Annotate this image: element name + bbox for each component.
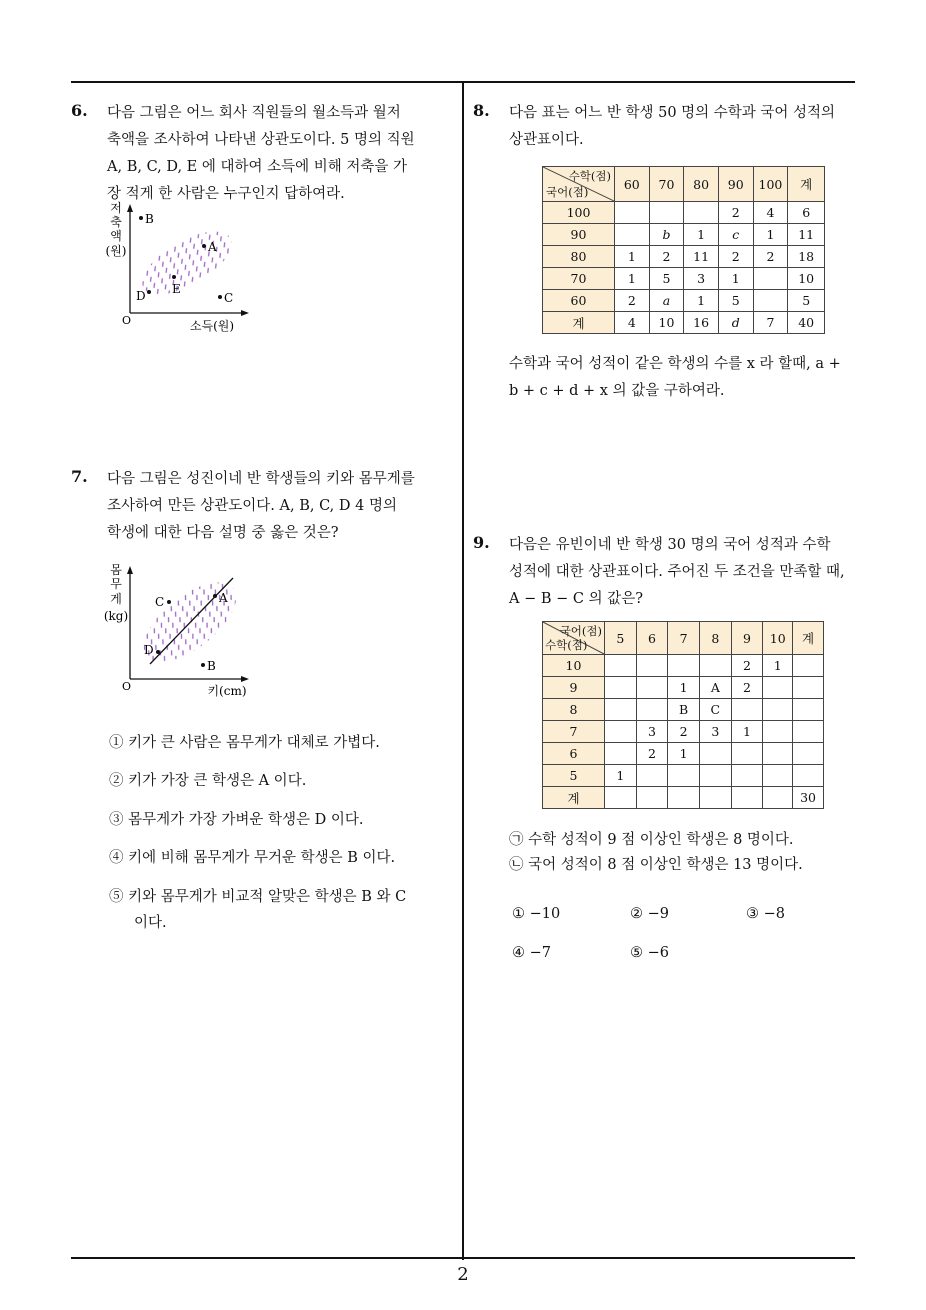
choice-5[interactable]: ⑤ −6 <box>630 945 669 961</box>
table-cell: 30 <box>793 787 824 809</box>
point-C <box>167 600 171 604</box>
row-header: 10 <box>543 655 605 677</box>
row-header: 계 <box>543 312 615 334</box>
text-line: 축액을 조사하여 나타낸 상관도이다. 5 명의 직원 <box>107 132 415 148</box>
point-label: D <box>136 289 146 303</box>
table-cell <box>605 677 637 699</box>
table-cell <box>699 765 731 787</box>
table-cell: C <box>699 699 731 721</box>
table-cell <box>753 268 788 290</box>
table-cell: 1 <box>605 765 637 787</box>
table-cell <box>763 765 793 787</box>
table-cell: 2 <box>718 246 753 268</box>
column-header: 7 <box>668 622 700 655</box>
text-line: 다음 표는 어느 반 학생 50 명의 수학과 국어 성적의 <box>509 105 836 121</box>
column-divider <box>462 82 464 1260</box>
choice-5[interactable]: ⑤ 키와 몸무게가 비교적 알맞은 학생은 B 와 C <box>109 889 407 905</box>
table-cell <box>605 699 637 721</box>
table-cell <box>793 677 824 699</box>
table-cell: 1 <box>718 268 753 290</box>
column-header: 8 <box>699 622 731 655</box>
table-row <box>543 699 824 721</box>
choice-3[interactable]: ③ 몸무게가 가장 가벼운 학생은 D 이다. <box>109 812 364 828</box>
question-text <box>107 466 457 547</box>
choice-4[interactable]: ④ −7 <box>512 945 551 961</box>
column-variable-label: 수학(점) <box>568 169 611 183</box>
column-header: 6 <box>636 622 668 655</box>
correlation-table-q9 <box>542 621 824 809</box>
choice-1[interactable]: ① 키가 큰 사람은 몸무게가 대체로 가볍다. <box>109 735 380 751</box>
choice-2[interactable]: ② 키가 가장 큰 학생은 A 이다. <box>109 773 307 789</box>
table-cell: 2 <box>731 655 763 677</box>
point-B <box>201 663 205 667</box>
point-D <box>156 650 160 654</box>
table-cell <box>615 202 650 224</box>
question-followup <box>509 351 859 405</box>
table-cell: 1 <box>731 721 763 743</box>
table-cell <box>793 655 824 677</box>
bottom-rule <box>71 1257 855 1259</box>
table-cell <box>763 677 793 699</box>
column-variable-label: 국어(점) <box>559 624 602 638</box>
table-cell: 3 <box>636 721 668 743</box>
table-cell: a <box>649 290 684 312</box>
column-header: 계 <box>788 167 825 202</box>
table-cell: 5 <box>718 290 753 312</box>
text-line: 수학과 국어 성적이 같은 학생의 수를 x 라 할때, a + <box>509 356 841 372</box>
text-line: 다음 그림은 성진이네 반 학생들의 키와 몸무게를 <box>107 471 415 487</box>
table-row <box>543 655 824 677</box>
table-cell <box>668 655 700 677</box>
point-label: B <box>145 212 154 226</box>
text-line: 조사하여 만든 상관도이다. A, B, C, D 4 명의 <box>107 498 397 514</box>
point-label: B <box>207 659 216 673</box>
row-header: 8 <box>543 699 605 721</box>
table-cell <box>668 765 700 787</box>
table-cell: A <box>699 677 731 699</box>
text-line: 다음은 유빈이네 반 학생 30 명의 국어 성적과 수학 <box>509 537 831 553</box>
table-cell <box>605 655 637 677</box>
question-number: 8. <box>473 101 490 120</box>
table-cell: 1 <box>753 224 788 246</box>
table-cell: 6 <box>788 202 825 224</box>
y-axis-label-char: 축 <box>110 215 122 229</box>
corner-cell <box>543 167 615 202</box>
row-variable-label: 국어(점) <box>546 185 589 199</box>
table-cell <box>763 787 793 809</box>
table-cell: 1 <box>615 246 650 268</box>
table-cell <box>605 787 637 809</box>
table-cell <box>731 699 763 721</box>
table-cell <box>763 743 793 765</box>
table-cell: 2 <box>731 677 763 699</box>
choice-2[interactable]: ② −9 <box>630 906 669 922</box>
table-cell <box>793 721 824 743</box>
choice-4[interactable]: ④ 키에 비해 몸무게가 무거운 학생은 B 이다. <box>109 850 396 866</box>
table-cell: 3 <box>699 721 731 743</box>
table-cell <box>699 743 731 765</box>
y-axis-label-char: 게 <box>110 592 122 606</box>
table-cell <box>615 224 650 246</box>
text-line: b + c + d + x 의 값을 구하여라. <box>509 383 725 399</box>
point-label: E <box>172 282 181 296</box>
scatter-diagram-q6 <box>100 200 270 340</box>
page-number: 2 <box>457 1264 469 1285</box>
text-line: A − B − C 의 값은? <box>509 591 643 607</box>
table-cell: 1 <box>615 268 650 290</box>
point-label: C <box>155 595 165 609</box>
table-cell: b <box>649 224 684 246</box>
table-cell: 3 <box>684 268 719 290</box>
column-header: 100 <box>753 167 788 202</box>
table-cell <box>793 699 824 721</box>
table-cell <box>636 787 668 809</box>
row-header: 6 <box>543 743 605 765</box>
table-cell <box>793 743 824 765</box>
point-B <box>139 216 143 220</box>
row-header: 70 <box>543 268 615 290</box>
text-line: 학생에 대한 다음 설명 중 옳은 것은? <box>107 525 339 541</box>
table-row <box>543 677 824 699</box>
table-cell: 4 <box>615 312 650 334</box>
table-cell <box>668 787 700 809</box>
y-axis-label-char: 무 <box>110 577 122 591</box>
origin-label: O <box>122 314 132 327</box>
choice-5-continued: 이다. <box>134 915 167 931</box>
table-cell <box>753 290 788 312</box>
choice-1[interactable]: ① −10 <box>512 906 561 922</box>
table-cell: 11 <box>788 224 825 246</box>
table-cell <box>605 743 637 765</box>
table-cell: 1 <box>668 743 700 765</box>
table-cell <box>636 765 668 787</box>
point-E <box>172 275 176 279</box>
table-cell: 11 <box>684 246 719 268</box>
x-axis-label: 키(cm) <box>207 684 247 698</box>
table-row <box>543 202 825 224</box>
table-cell <box>763 699 793 721</box>
question-text <box>509 532 859 613</box>
column-header: 9 <box>731 622 763 655</box>
table-cell: 2 <box>718 202 753 224</box>
question-text <box>509 100 859 154</box>
table-cell <box>684 202 719 224</box>
y-axis-label-char: 액 <box>110 229 122 243</box>
column-header: 90 <box>718 167 753 202</box>
row-header: 100 <box>543 202 615 224</box>
y-axis-label-char: (kg) <box>103 609 129 623</box>
table-cell <box>731 787 763 809</box>
table-cell: 16 <box>684 312 719 334</box>
text-line: 장 적게 한 사람은 누구인지 답하여라. <box>107 186 345 202</box>
table-cell: 1 <box>668 677 700 699</box>
table-cell: 18 <box>788 246 825 268</box>
point-label: D <box>144 643 154 657</box>
column-header: 10 <box>763 622 793 655</box>
table-row <box>543 721 824 743</box>
table-cell: 2 <box>636 743 668 765</box>
table-row <box>543 268 825 290</box>
column-header: 5 <box>605 622 637 655</box>
table-row <box>543 787 824 809</box>
table-cell: 1 <box>684 224 719 246</box>
table-cell <box>636 699 668 721</box>
point-A <box>213 594 217 598</box>
table-cell: 10 <box>649 312 684 334</box>
table-cell: 40 <box>788 312 825 334</box>
column-header: 70 <box>649 167 684 202</box>
y-axis-label-char: (원) <box>105 244 127 258</box>
correlation-table-q8 <box>542 166 825 334</box>
condition-1: ㉠ 수학 성적이 9 점 이상인 학생은 8 명이다. <box>509 832 794 848</box>
row-header: 9 <box>543 677 605 699</box>
row-header: 계 <box>543 787 605 809</box>
row-header: 60 <box>543 290 615 312</box>
origin-label: O <box>122 680 132 693</box>
table-cell <box>636 655 668 677</box>
column-header: 60 <box>615 167 650 202</box>
column-header: 계 <box>793 622 824 655</box>
table-cell: 10 <box>788 268 825 290</box>
text-line: 상관표이다. <box>509 132 584 148</box>
question-number: 6. <box>71 101 88 120</box>
point-label: C <box>224 291 234 305</box>
table-row <box>543 312 825 334</box>
choice-3[interactable]: ③ −8 <box>746 906 785 922</box>
row-variable-label: 수학(점) <box>545 638 588 652</box>
condition-2: ㉡ 국어 성적이 8 점 이상인 학생은 13 명이다. <box>509 857 803 873</box>
corner-cell <box>543 622 605 655</box>
row-header: 80 <box>543 246 615 268</box>
table-cell <box>605 721 637 743</box>
table-cell <box>731 743 763 765</box>
text-line: 성적에 대한 상관표이다. 주어진 두 조건을 만족할 때, <box>509 564 845 580</box>
table-cell: B <box>668 699 700 721</box>
table-cell: 4 <box>753 202 788 224</box>
table-row <box>543 224 825 246</box>
x-axis-label: 소득(원) <box>189 319 235 333</box>
row-header: 90 <box>543 224 615 246</box>
row-header: 7 <box>543 721 605 743</box>
table-cell: c <box>718 224 753 246</box>
column-header: 80 <box>684 167 719 202</box>
table-cell <box>793 765 824 787</box>
text-line: 다음 그림은 어느 회사 직원들의 월소득과 월저 <box>107 105 401 121</box>
question-number: 7. <box>71 467 88 486</box>
table-cell: 2 <box>615 290 650 312</box>
point-label: A <box>208 240 217 254</box>
table-cell: d <box>718 312 753 334</box>
table-cell: 2 <box>753 246 788 268</box>
table-cell <box>731 765 763 787</box>
table-cell: 5 <box>649 268 684 290</box>
point-D <box>147 290 151 294</box>
scatter-diagram-q7 <box>100 562 270 702</box>
table-cell <box>649 202 684 224</box>
table-row <box>543 290 825 312</box>
point-A <box>202 244 206 248</box>
y-axis-label-char: 저 <box>110 201 122 215</box>
table-cell <box>699 655 731 677</box>
table-cell: 1 <box>684 290 719 312</box>
table-cell: 5 <box>788 290 825 312</box>
table-cell: 1 <box>763 655 793 677</box>
question-text <box>107 100 457 208</box>
table-row <box>543 743 824 765</box>
table-cell <box>763 721 793 743</box>
table-cell: 7 <box>753 312 788 334</box>
table-cell: 2 <box>668 721 700 743</box>
table-cell <box>699 787 731 809</box>
table-row <box>543 765 824 787</box>
text-line: A, B, C, D, E 에 대하여 소득에 비해 저축을 가 <box>107 159 408 175</box>
point-C <box>218 295 222 299</box>
table-cell <box>636 677 668 699</box>
table-row <box>543 246 825 268</box>
row-header: 5 <box>543 765 605 787</box>
point-label: A <box>219 591 228 605</box>
question-number: 9. <box>473 533 490 552</box>
table-cell: 2 <box>649 246 684 268</box>
y-axis-label-char: 몸 <box>110 563 122 577</box>
